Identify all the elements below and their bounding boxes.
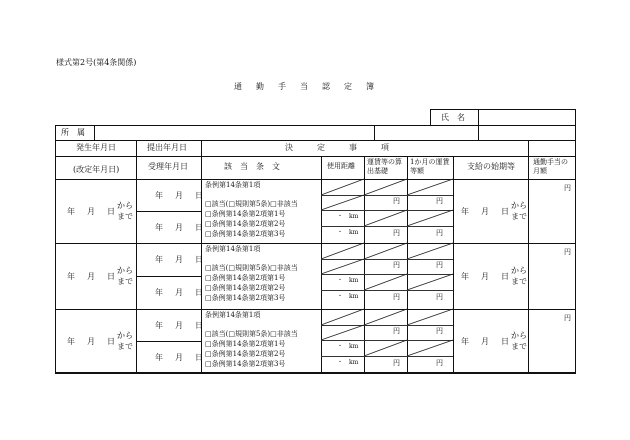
clause-item: □該当(□規則第5条)□非該当 — [205, 264, 298, 272]
from-label: から — [511, 266, 527, 275]
diagonal-line — [364, 274, 407, 290]
payment-start-date: 年 月 日 — [461, 337, 511, 346]
clause-item: □該当(□規則第5条)□非該当 — [205, 330, 298, 338]
clause-item: □条例第14条第2項第2号 — [205, 350, 286, 358]
yen-label: 円 — [393, 359, 400, 367]
yen-label: 円 — [393, 261, 400, 269]
km-label: ・ km — [337, 277, 359, 284]
monthly-allowance-header: 通勤手当の月額 — [533, 158, 568, 175]
clause-item: □条例第14条第2項第3号 — [205, 230, 286, 238]
monthly-fare-header: 1か月の運賃等額 — [410, 158, 450, 175]
from-label: から — [117, 201, 133, 210]
diagonal-line — [407, 210, 453, 226]
diagonal-line — [407, 179, 453, 195]
occurrence-date: 年 月 日 — [67, 337, 117, 346]
until-label: まで — [511, 212, 527, 221]
yen-label: 円 — [436, 327, 443, 335]
clause-item: □条例第14条第2項第3号 — [205, 294, 286, 302]
yen-label: 円 — [436, 261, 443, 269]
from-label: から — [117, 331, 133, 340]
until-label: まで — [117, 342, 133, 351]
diagonal-line — [321, 243, 364, 259]
diagonal-line — [364, 243, 407, 259]
km-label: ・ km — [337, 213, 359, 220]
receipt-date: 年 月 日 — [155, 353, 205, 362]
diagonal-line — [321, 309, 364, 325]
diagonal-line — [321, 325, 364, 340]
diagonal-line — [407, 340, 453, 356]
yen-label: 円 — [436, 359, 443, 367]
revision-date-header: (改定年月日) — [73, 165, 120, 174]
clause-item: □該当(□規則第5条)□非該当 — [205, 200, 298, 208]
page-title: 通勤手当認定簿 — [234, 82, 388, 91]
submission-date: 年 月 日 — [155, 255, 205, 264]
clause-item: □条例第14条第2項第2号 — [205, 220, 286, 228]
yen-label: 円 — [436, 229, 443, 237]
occurrence-date-header: 発生年月日 — [76, 143, 116, 152]
occurrence-date: 年 月 日 — [67, 207, 117, 216]
yen-label: 円 — [436, 293, 443, 301]
diagonal-line — [364, 309, 407, 325]
yen-label: 円 — [436, 197, 443, 205]
from-label: から — [117, 266, 133, 275]
clause-item: 条例第14条第1項 — [205, 181, 261, 189]
clause-item: □条例第14条第2項第2号 — [205, 284, 286, 292]
submission-date-header: 提出年月日 — [147, 143, 187, 152]
diagonal-line — [321, 259, 364, 274]
yen-label: 円 — [564, 184, 571, 192]
from-label: から — [511, 331, 527, 340]
diagonal-line — [364, 340, 407, 356]
diagonal-line — [407, 274, 453, 290]
occurrence-date: 年 月 日 — [67, 272, 117, 281]
km-label: ・ km — [337, 343, 359, 350]
submission-date: 年 月 日 — [155, 191, 205, 200]
clause-item: □条例第14条第2項第3号 — [205, 360, 286, 368]
diagonal-line — [364, 210, 407, 226]
until-label: まで — [511, 342, 527, 351]
affiliation-label: 所 属 — [61, 128, 85, 137]
diagonal-line — [407, 309, 453, 325]
name-label: 氏 名 — [441, 113, 465, 122]
diagonal-line — [364, 179, 407, 195]
usage-distance-header: 使用距離 — [327, 162, 355, 170]
until-label: まで — [117, 277, 133, 286]
diagonal-line — [321, 195, 364, 210]
yen-label: 円 — [393, 327, 400, 335]
clause-item: □条例第14条第2項第1号 — [205, 210, 286, 218]
yen-label: 円 — [393, 293, 400, 301]
payment-start-date: 年 月 日 — [461, 272, 511, 281]
payment-period-header: 支給の始期等 — [467, 162, 515, 171]
clause-item: □条例第14条第2項第1号 — [205, 340, 286, 348]
until-label: まで — [511, 277, 527, 286]
yen-label: 円 — [393, 229, 400, 237]
receipt-date: 年 月 日 — [155, 288, 205, 297]
yen-label: 円 — [564, 248, 571, 256]
clause-item: 条例第14条第1項 — [205, 311, 261, 319]
receipt-date: 年 月 日 — [155, 223, 205, 232]
km-label: ・ km — [337, 293, 359, 300]
clause-item: 条例第14条第1項 — [205, 245, 261, 253]
yen-label: 円 — [564, 314, 571, 322]
diagonal-line — [321, 179, 364, 195]
fare-basis-header: 運賃等の算出基礎 — [367, 158, 402, 175]
from-label: から — [511, 201, 527, 210]
diagonal-line — [407, 243, 453, 259]
receipt-date-header: 受理年月日 — [148, 162, 188, 171]
until-label: まで — [117, 212, 133, 221]
decision-items-header: 決 定 事 項 — [285, 143, 389, 152]
form-number: 様式第2号(第4条関係) — [56, 58, 137, 67]
applicable-clause-header: 該 当 条 文 — [224, 162, 280, 171]
km-label: ・ km — [337, 229, 359, 236]
submission-date: 年 月 日 — [155, 321, 205, 330]
km-label: ・ km — [337, 359, 359, 366]
payment-start-date: 年 月 日 — [461, 207, 511, 216]
yen-label: 円 — [393, 197, 400, 205]
clause-item: □条例第14条第2項第1号 — [205, 274, 286, 282]
